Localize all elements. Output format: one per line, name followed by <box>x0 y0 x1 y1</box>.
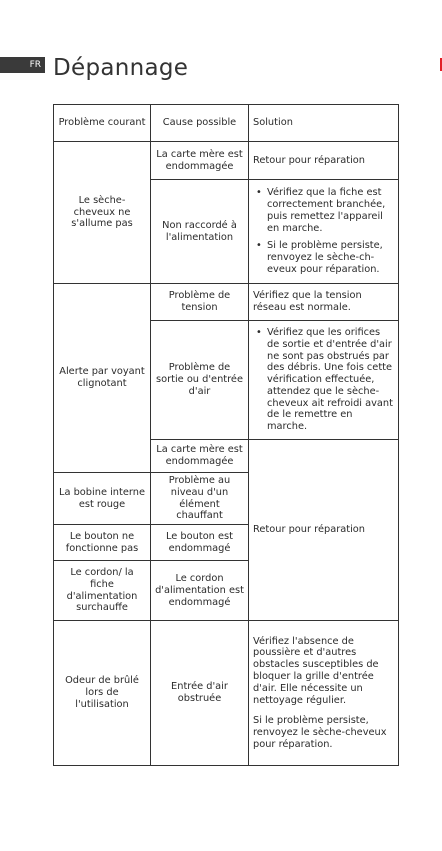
cause-cell-mainboard-2: La carte mère est endommagée <box>151 440 249 473</box>
cause-cell-mainboard: La carte mère est endommagée <box>151 142 249 180</box>
cause-cell-not-connected: Non raccordé à l'alimentation <box>151 180 249 284</box>
cause-cell-heater: Problème au niveau d'un élément chauffant <box>151 473 249 525</box>
solution-paragraph: Vérifiez l'absence de poussière et d'autres obstacles susceptibles de bloquer la grille d'entrée d'air. Elle nécessite un nettoyage régulier. <box>253 635 379 706</box>
problem-cell-button: Le bouton ne fonctionne pas <box>54 525 151 561</box>
page-title: Dépannage <box>53 55 189 81</box>
header-cell-problem: Problème courant <box>54 105 151 142</box>
solution-bullet: • Si le problème persiste, renvoyez le sèche-ch- eveux pour réparation. <box>253 240 394 275</box>
troubleshooting-table <box>53 104 399 766</box>
solution-bullet: • Vérifiez que la fiche est correctement branchée, puis remettez l'appareil en marche. <box>253 187 394 234</box>
problem-cell-coil-red: La bobine interne est rouge <box>54 473 151 525</box>
cause-cell-button-damaged: Le bouton est endommagé <box>151 525 249 561</box>
cause-cell-voltage: Problème de tension <box>151 284 249 321</box>
solution-cell-return: Retour pour réparation <box>249 142 399 180</box>
table-row <box>54 621 399 766</box>
problem-cell-smell: Odeur de brûlé lors de l'utilisation <box>54 621 151 766</box>
cause-cell-intake: Entrée d'air obstruée <box>151 621 249 766</box>
header-cell-cause: Cause possible <box>151 105 249 142</box>
solution-cell-voltage: Vérifiez que la tension réseau est normale. <box>249 284 399 321</box>
header-cell-solution: Solution <box>249 105 399 142</box>
solution-bullet: • Vérifiez que les orifices de sortie et d'entrée d'air ne sont pas obstrués par des débris. Une fois cette vérification effectuée, attendez que le sèche-cheveux ait refroidi avant de le remettre en marche. <box>253 327 394 433</box>
problem-cell-cord: Le cordon/ la fiche d'alimentation surchauffe <box>54 561 151 621</box>
cause-cell-cord-damaged: Le cordon d'alimentation est endommagé <box>151 561 249 621</box>
table-row <box>54 142 399 180</box>
problem-cell-blinking: Alerte par voyant clignotant <box>54 284 151 473</box>
solution-cell-return-2: Retour pour réparation <box>249 440 399 621</box>
solution-cell-intake <box>249 621 399 766</box>
table-header-row <box>54 105 399 142</box>
solution-cell-not-connected <box>249 180 399 284</box>
cause-cell-vents: Problème de sortie ou d'entrée d'air <box>151 321 249 440</box>
solution-cell-vents <box>249 321 399 440</box>
problem-cell-no-power: Le sèche-cheveux ne s'allume pas <box>54 142 151 284</box>
solution-paragraph: Si le problème persiste, renvoyez le sèche-cheveux pour réparation. <box>253 715 387 750</box>
table-row <box>54 284 399 321</box>
language-badge: FR <box>0 57 45 73</box>
solution-bullet-list <box>253 187 394 276</box>
solution-bullet-list <box>253 327 394 433</box>
